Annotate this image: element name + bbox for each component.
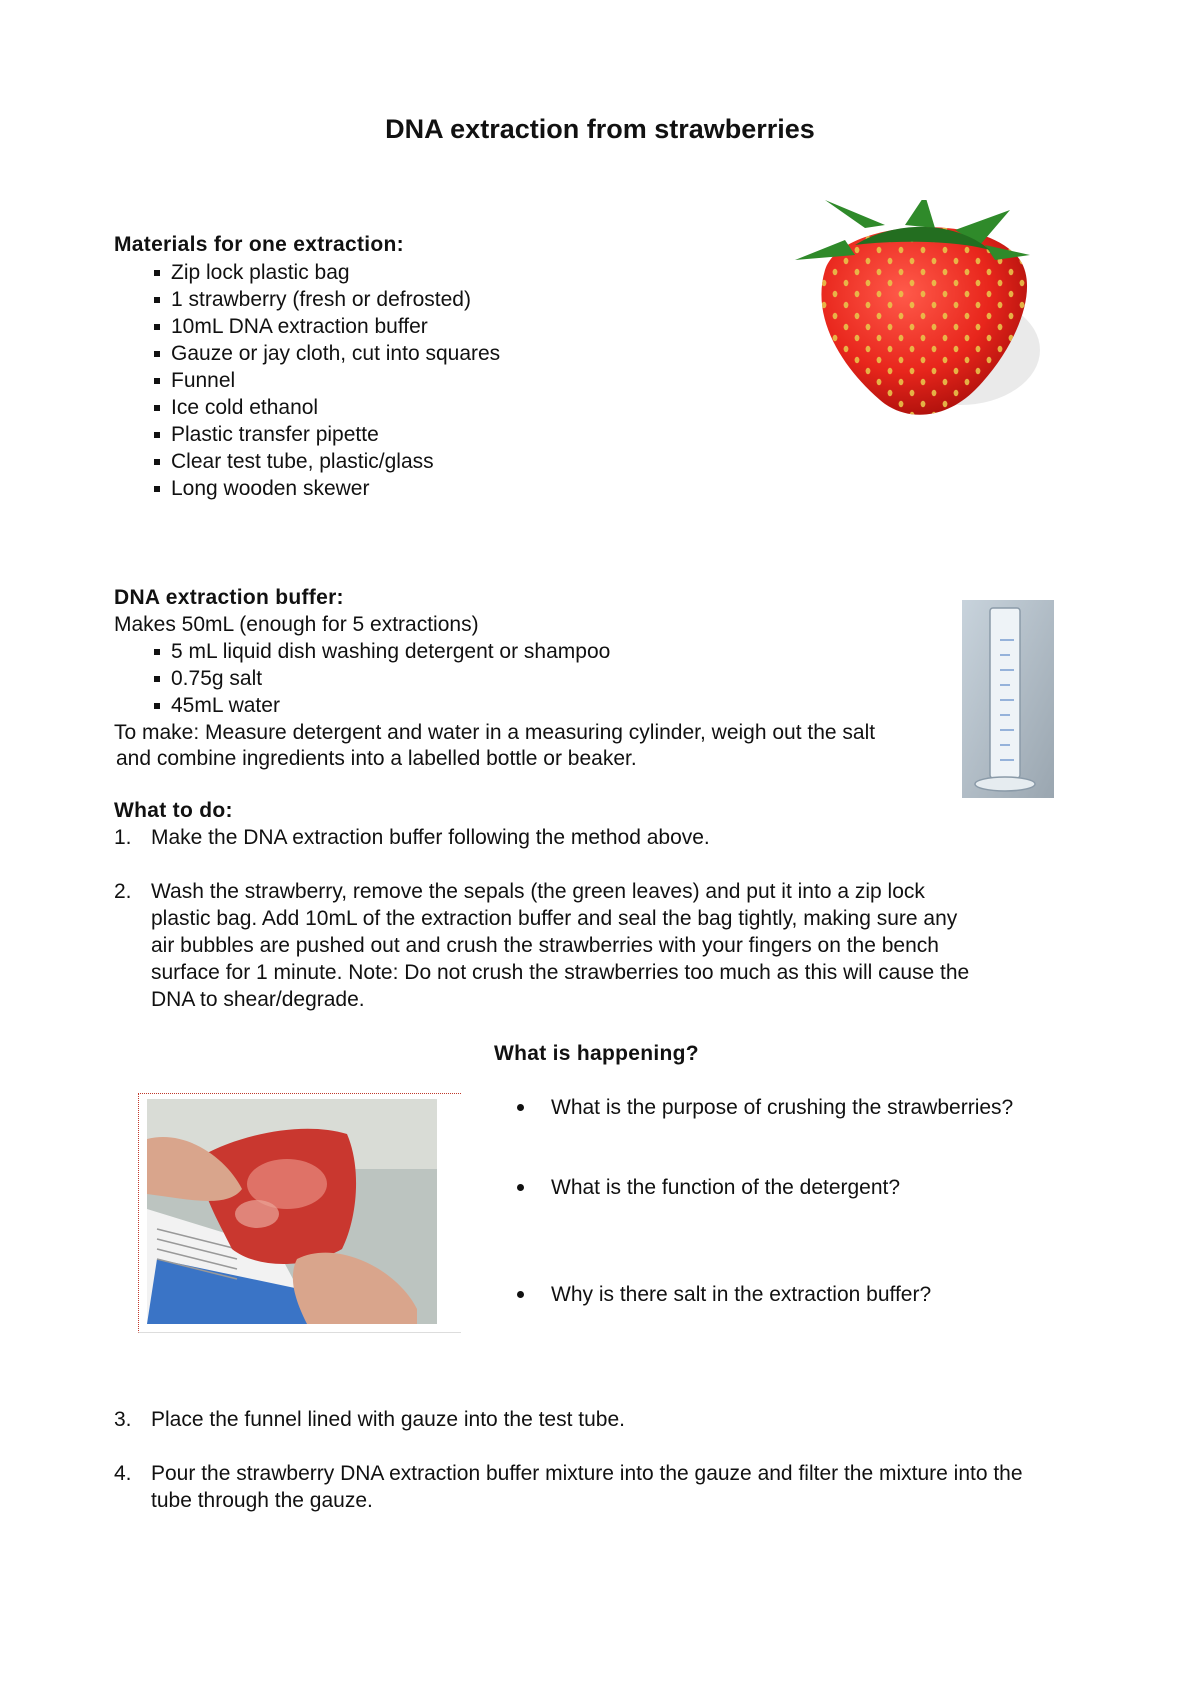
- page-title: DNA extraction from strawberries: [385, 114, 815, 144]
- step-line: surface for 1 minute. Note: Do not crush the strawberries too much as this will cause the: [151, 961, 970, 984]
- step-line: plastic bag. Add 10mL of the extraction buffer and seal the bag tightly, making sure any: [151, 907, 958, 930]
- list-item: Clear test tube, plastic/glass: [114, 448, 500, 475]
- what-to-do-heading: What to do:: [114, 799, 233, 822]
- list-item: 1 strawberry (fresh or defrosted): [114, 286, 500, 313]
- step-line: Wash the strawberry, remove the sepals (the green leaves) and put it into a zip lock: [151, 880, 925, 903]
- materials-list: [114, 259, 500, 502]
- list-item: 0.75g salt: [114, 665, 610, 692]
- list-item: What is the purpose of crushing the strawberries?: [514, 1094, 1111, 1121]
- step-text: [151, 878, 1074, 1013]
- measuring-cylinder-image: [962, 600, 1054, 798]
- step-number: 1.: [114, 826, 132, 849]
- step-number: 4.: [114, 1462, 132, 1485]
- list-item: Plastic transfer pipette: [114, 421, 500, 448]
- list-item: Gauze or jay cloth, cut into squares: [114, 340, 500, 367]
- step-number: 3.: [114, 1408, 132, 1431]
- list-item: 5 mL liquid dish washing detergent or shampoo: [114, 638, 610, 665]
- buffer-heading: DNA extraction buffer:: [114, 586, 344, 609]
- list-item: Zip lock plastic bag: [114, 259, 500, 286]
- step-text: Place the funnel lined with gauze into the test tube.: [151, 1408, 625, 1431]
- list-item: Why is there salt in the extraction buffer?: [514, 1281, 1111, 1308]
- step-number: 2.: [114, 880, 132, 903]
- list-item: 45mL water: [114, 692, 610, 719]
- step-4: [114, 1460, 1074, 1514]
- step-line: Pour the strawberry DNA extraction buffer mixture into the gauze and filter the mixture into the: [151, 1462, 1023, 1485]
- buffer-list: [114, 638, 610, 719]
- step-line: DNA to shear/degrade.: [151, 988, 365, 1011]
- crushing-strawberries-image: [147, 1099, 437, 1324]
- list-item: Funnel: [114, 367, 500, 394]
- buffer-instructions-line-1: To make: Measure detergent and water in a measuring cylinder, weigh out the salt: [114, 721, 876, 744]
- what-is-happening-heading: What is happening?: [494, 1042, 699, 1065]
- list-item: 10mL DNA extraction buffer: [114, 313, 500, 340]
- buffer-makes: Makes 50mL (enough for 5 extractions): [114, 613, 479, 636]
- materials-heading: Materials for one extraction:: [114, 233, 404, 256]
- step-text: [151, 1460, 1074, 1514]
- step-3: [114, 1406, 1074, 1433]
- list-item: What is the function of the detergent?: [514, 1174, 1111, 1201]
- list-item: Long wooden skewer: [114, 475, 500, 502]
- strawberry-image: [785, 200, 1065, 430]
- step-2: [114, 878, 1074, 1013]
- buffer-instructions-line-2: and combine ingredients into a labelled bottle or beaker.: [116, 747, 637, 770]
- step-1: [114, 824, 1074, 851]
- list-item: Ice cold ethanol: [114, 394, 500, 421]
- crushing-photo-frame: [138, 1093, 461, 1333]
- step-line: tube through the gauze.: [151, 1489, 373, 1512]
- step-line: air bubbles are pushed out and crush the strawberries with your fingers on the bench: [151, 934, 939, 957]
- step-text: Make the DNA extraction buffer following the method above.: [151, 826, 710, 849]
